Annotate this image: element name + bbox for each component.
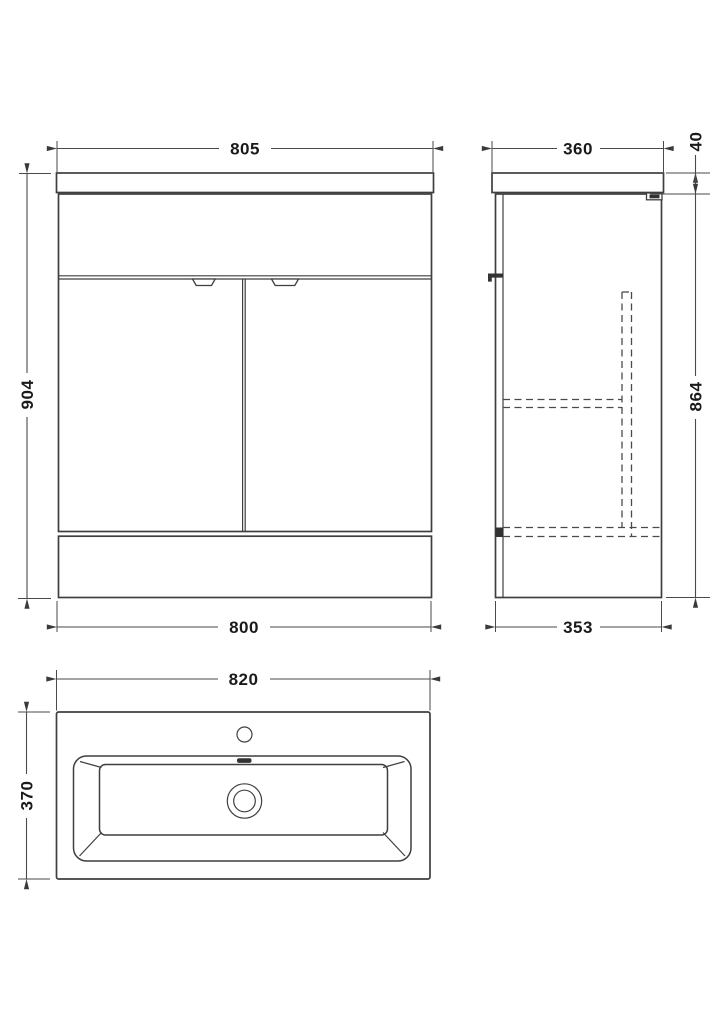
dim-label-worktop-thickness: 40 bbox=[686, 131, 706, 152]
dim-label-cabinet-width: 800 bbox=[229, 618, 259, 637]
door-handle-side-recess bbox=[650, 195, 660, 199]
dim-label-basin-depth: 370 bbox=[17, 780, 37, 811]
right-door-handle bbox=[272, 279, 299, 286]
dim-label-worktop-width: 805 bbox=[230, 139, 260, 159]
dimension-864 bbox=[666, 194, 710, 598]
dim-label-overall-height: 904 bbox=[18, 379, 37, 410]
basin-plan-view bbox=[18, 670, 431, 879]
dimension-805 bbox=[57, 140, 433, 173]
basin-bowl-floor bbox=[100, 765, 388, 836]
plinth-front bbox=[59, 536, 432, 597]
worktop-side bbox=[492, 173, 664, 193]
dimension-353 bbox=[496, 601, 662, 637]
floor-back-junction-block bbox=[496, 528, 504, 538]
dim-label-cabinet-height: 864 bbox=[686, 381, 706, 412]
dimension-360 bbox=[492, 140, 664, 173]
dimension-820 bbox=[57, 670, 431, 711]
dimension-904 bbox=[18, 174, 51, 599]
dimension-800 bbox=[57, 601, 431, 637]
dim-label-cabinet-depth: 353 bbox=[563, 618, 593, 637]
worktop-front bbox=[57, 173, 434, 193]
overflow-slot bbox=[237, 758, 252, 763]
side-view bbox=[488, 132, 710, 637]
dim-label-worktop-depth: 360 bbox=[563, 139, 593, 159]
dim-label-basin-width: 820 bbox=[228, 670, 259, 689]
left-door-handle bbox=[193, 279, 216, 286]
dimension-370 bbox=[18, 712, 51, 879]
front-view bbox=[18, 140, 434, 638]
